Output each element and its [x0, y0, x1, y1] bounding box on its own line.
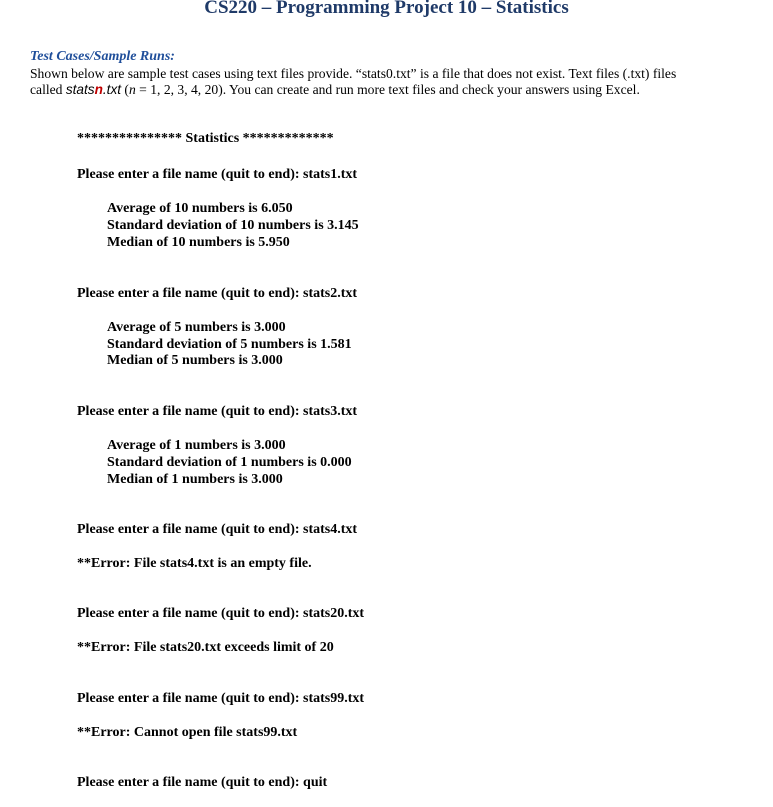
n-variable: n — [128, 82, 136, 97]
prompt-stats99: Please enter a file name (quit to end): stats99.txt — [77, 691, 365, 706]
file-extension: .txt — [102, 82, 122, 97]
result-median: Median of 1 numbers is 3.000 — [107, 472, 283, 487]
open-paren: ( — [121, 82, 129, 97]
result-median: Median of 5 numbers is 3.000 — [107, 353, 283, 368]
prompt-stats2: Please enter a file name (quit to end): stats2.txt — [77, 286, 358, 301]
prompt-stats3: Please enter a file name (quit to end): stats3.txt — [77, 404, 358, 419]
error-empty-file: **Error: File stats4.txt is an empty file. — [77, 556, 312, 571]
prompt-stats4: Please enter a file name (quit to end): stats4.txt — [77, 522, 358, 537]
page-title: CS220 – Programming Project 10 – Statistics — [204, 0, 569, 18]
intro-rest: = 1, 2, 3, 4, 20). You can create and run more text files and check your answers using Excel. — [135, 82, 640, 97]
result-std-deviation: Standard deviation of 1 numbers is 0.000 — [107, 455, 352, 470]
result-average: Average of 1 numbers is 3.000 — [107, 438, 286, 453]
result-average: Average of 5 numbers is 3.000 — [107, 320, 286, 335]
result-std-deviation: Standard deviation of 10 numbers is 3.145 — [107, 218, 359, 233]
file-variable-n: n — [94, 82, 103, 97]
error-exceeds-limit: **Error: File stats20.txt exceeds limit of 20 — [77, 640, 334, 655]
error-cannot-open: **Error: Cannot open file stats99.txt — [77, 725, 298, 740]
intro-line-1: Shown below are sample test cases using text files provide. “stats0.txt” is a file that does not exist. Text files (.txt) files — [30, 66, 677, 81]
intro-called: called — [30, 82, 66, 97]
prompt-quit: Please enter a file name (quit to end): quit — [77, 775, 328, 790]
result-std-deviation: Standard deviation of 5 numbers is 1.581 — [107, 337, 352, 352]
prompt-stats1: Please enter a file name (quit to end): stats1.txt — [77, 167, 358, 182]
section-heading: Test Cases/Sample Runs: — [30, 49, 175, 64]
result-median: Median of 10 numbers is 5.950 — [107, 235, 290, 250]
file-stem: stats — [65, 82, 95, 97]
statistics-banner: *************** Statistics ************* — [77, 131, 334, 146]
result-average: Average of 10 numbers is 6.050 — [107, 201, 293, 216]
intro-paragraph — [30, 66, 760, 98]
prompt-stats20: Please enter a file name (quit to end): stats20.txt — [77, 606, 365, 621]
